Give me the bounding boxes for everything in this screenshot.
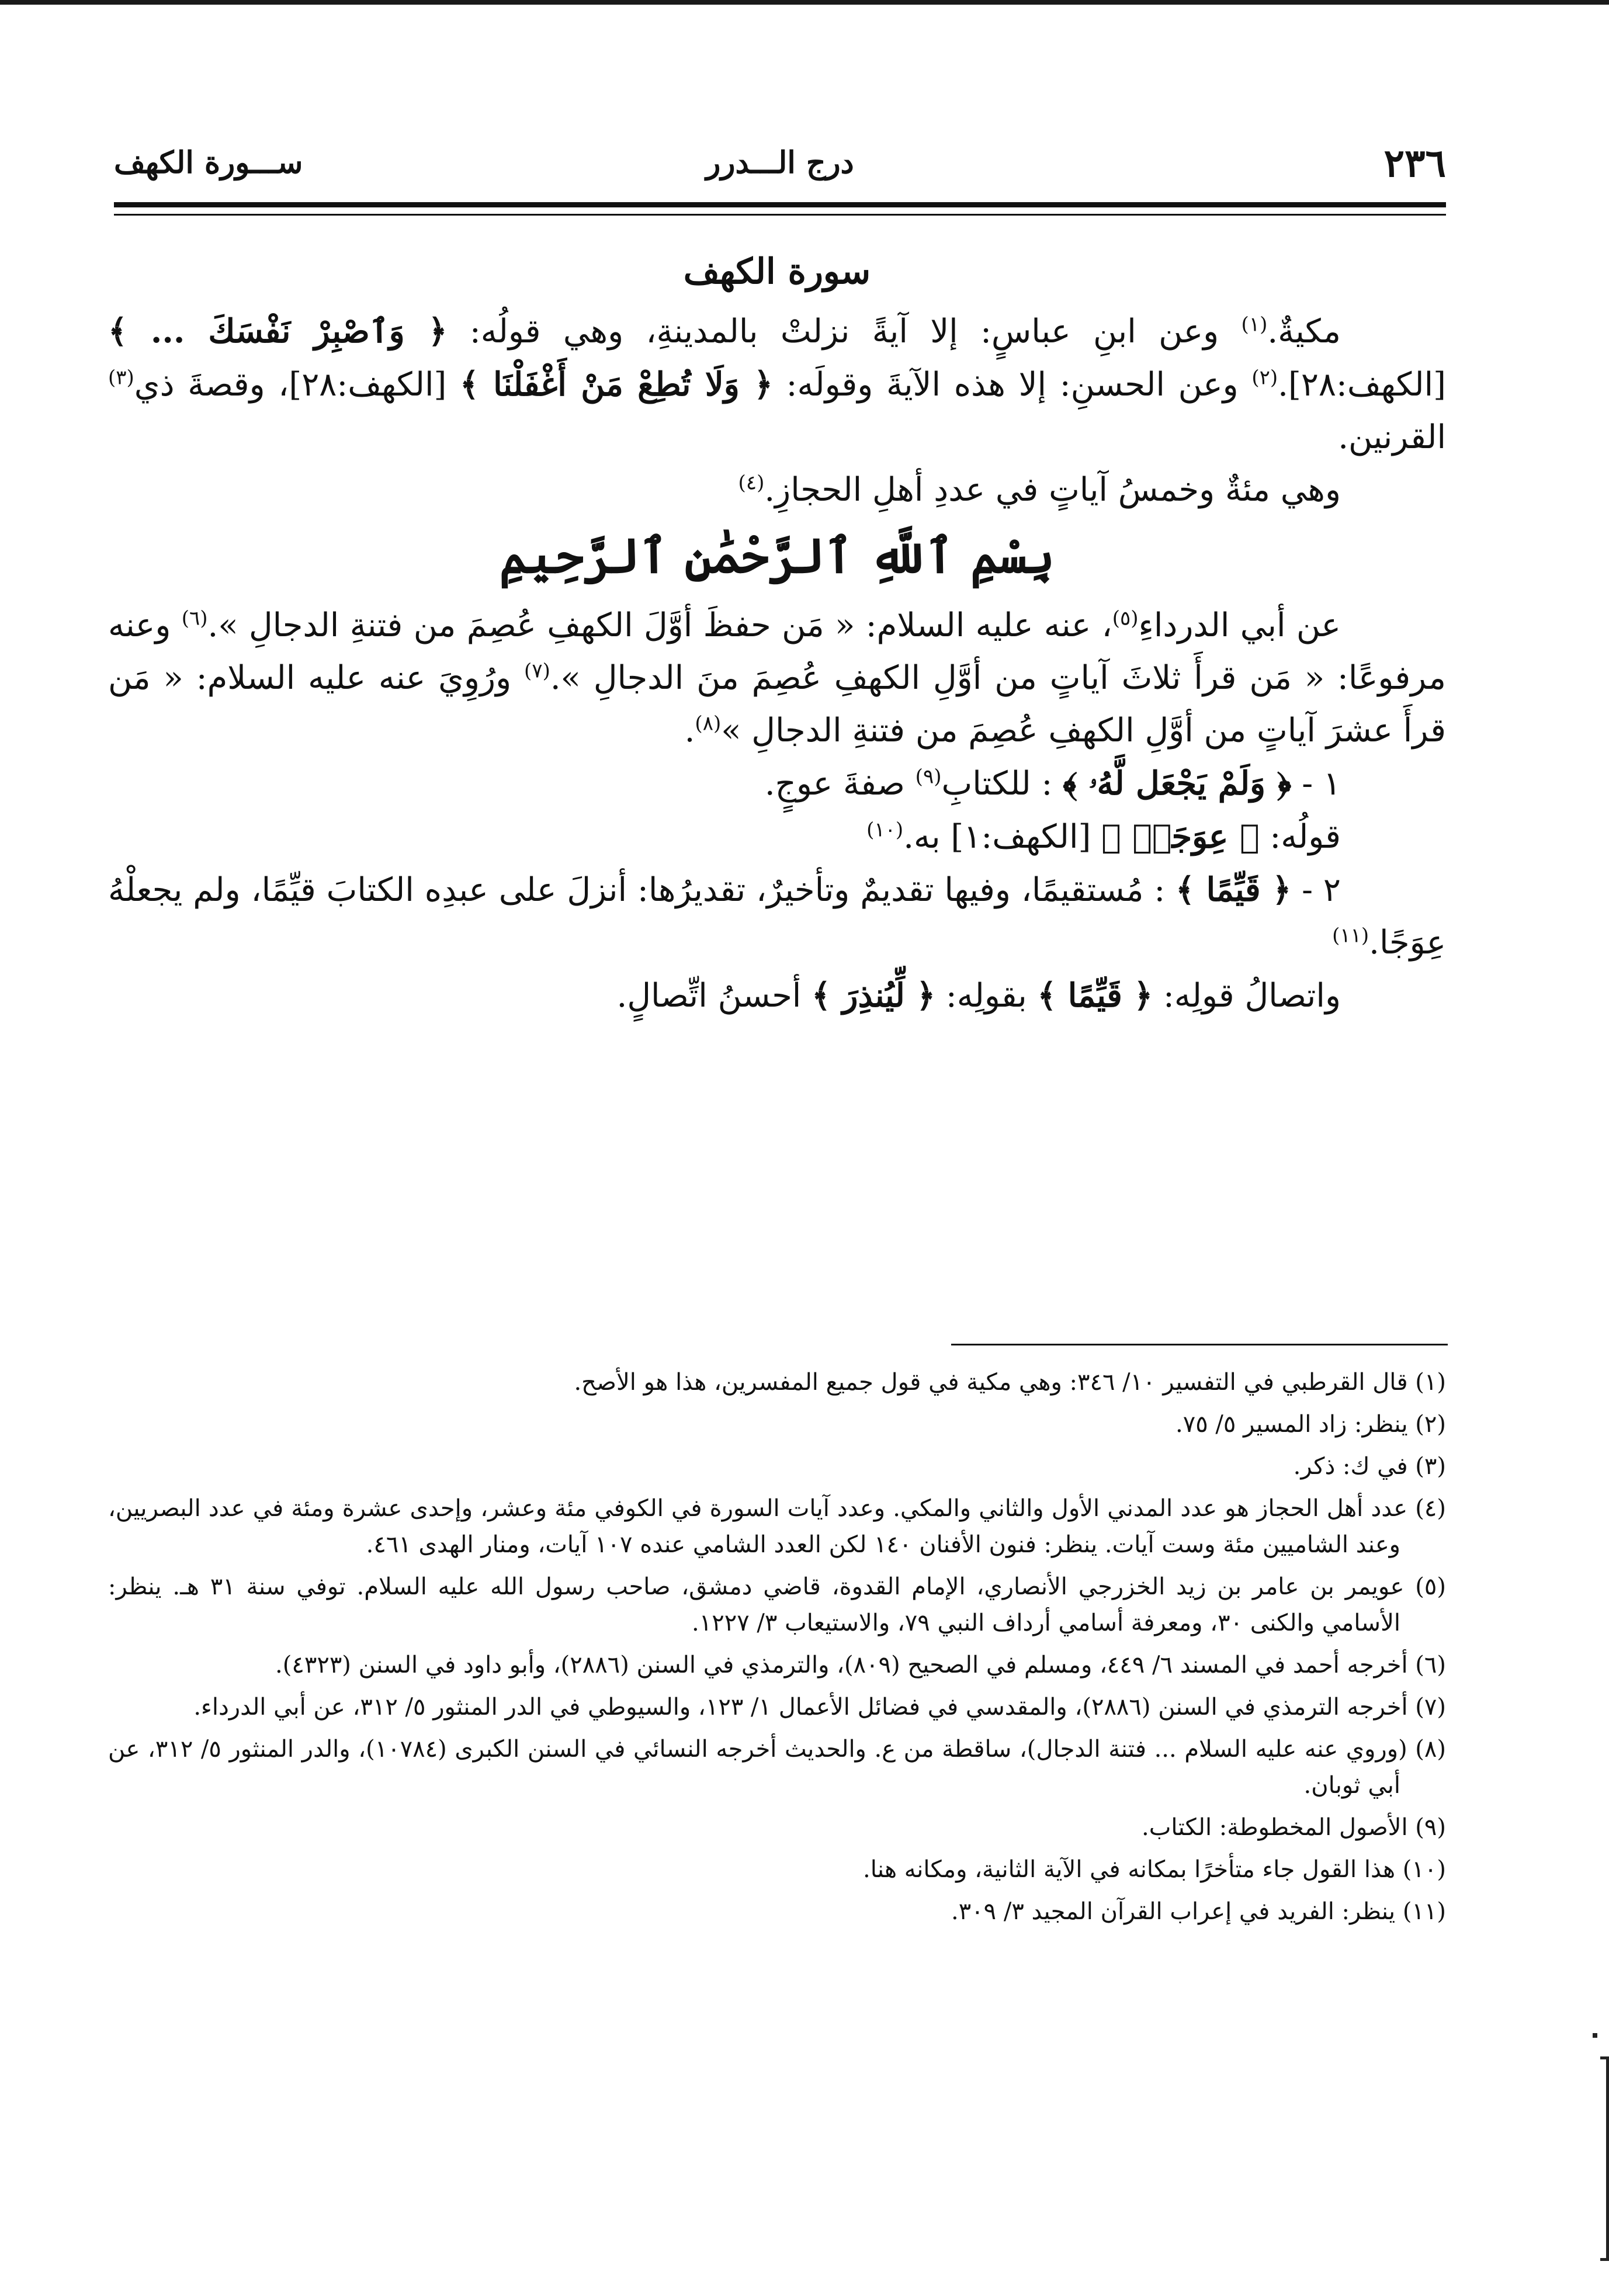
footnote: (١٠) هذا القول جاء متأخرًا بمكانه في الآية الثانية، ومكانه هنا. bbox=[863, 1856, 1446, 1883]
footnote-ref: (٧) bbox=[524, 659, 550, 683]
text-run: وهي مئةٌ وخمسُ آياتٍ في عددِ أهلِ الحجازِ. bbox=[764, 471, 1341, 509]
text-run: وعن الحسنِ: إلا هذه الآيةَ وقولَه: bbox=[772, 366, 1252, 404]
verse-2-commentary bbox=[108, 863, 1446, 969]
top-edge-rule bbox=[0, 0, 1609, 5]
basmala: بِسْمِ ٱللَّهِ ٱلرَّحْمَٰنِ ٱلرَّحِيمِ bbox=[499, 528, 1055, 584]
intro-paragraph bbox=[108, 305, 1446, 464]
text-run: بقولِه: bbox=[935, 977, 1038, 1015]
verse-1-commentary bbox=[108, 757, 1446, 810]
text-run: [الكهف:٢٨]. bbox=[1278, 366, 1447, 404]
footnote: (٣) في ك: ذكر. bbox=[1293, 1453, 1446, 1480]
quran-quote: ﴿ قَيِّمًا ﴾ bbox=[1037, 976, 1153, 1015]
text-run: صفةَ عوجٍ. bbox=[764, 765, 916, 803]
quran-quote: ﴿ عِوَجَاۜ ﴾ bbox=[1101, 817, 1260, 856]
text-run: ورُوِيَ عنه عليه السلام: « مَن قرأَ عشرَ آياتٍ من أوَّلِ الكهفِ عُصِمَ من فتنةِ الدجالِ » bbox=[108, 659, 1446, 750]
quran-quote: ﴿ وَٱصْبِرْ نَفْسَكَ ... ﴾ bbox=[108, 312, 448, 351]
text-run: [الكهف:١] به. bbox=[903, 818, 1102, 856]
footnote: (٢) ينظر: زاد المسير ٥/ ٧٥. bbox=[1175, 1411, 1446, 1438]
text-run: : مُستقيمًا، وفيها تقديمٌ وتأخيرٌ، تقديرُها: أنزلَ على عبدِه الكتابَ قيِّمًا، ولم يجعلْهُ عِوَجًا. bbox=[108, 871, 1446, 962]
verse-2-note bbox=[108, 969, 1446, 1022]
text-run: وعنه مرفوعًا: « مَن قرأَ ثلاثَ آياتٍ من أوَّلِ الكهفِ عُصِمَ منَ الدجالِ ». bbox=[108, 606, 1446, 697]
quran-quote: ﴿ وَلَا تُطِعْ مَنْ أَغْفَلْنَا ﴾ bbox=[460, 365, 773, 404]
book-title: درج الـــدرر bbox=[706, 145, 854, 181]
text-run: . bbox=[684, 712, 695, 750]
footnote: (٧) أخرجه الترمذي في السنن (٢٨٨٦)، والمقدسي في فضائل الأعمال ١/ ١٢٣، والسيوطي في الدر المنثور ٥/ ٣١٢، عن أبي الدرداء. bbox=[193, 1694, 1446, 1721]
header-rule-thick bbox=[114, 202, 1446, 207]
verse-1-note bbox=[108, 810, 1446, 863]
text-run: : للكتابِ bbox=[941, 765, 1063, 803]
binding-bracket bbox=[1600, 2056, 1609, 2261]
footnote-ref: (١٠) bbox=[866, 818, 904, 842]
page-number: ٢٣٦ bbox=[1383, 140, 1446, 186]
footnote: (٩) الأصول المخطوطة: الكتاب. bbox=[1142, 1814, 1446, 1841]
footnote-ref: (٤) bbox=[738, 471, 765, 495]
footnote: (٦) أخرجه أحمد في المسند ٦/ ٤٤٩، ومسلم في الصحيح (٨٠٩)، والترمذي في السنن (٢٨٨٦)، وأبو داود في السنن (٤٣٢٣). bbox=[275, 1652, 1446, 1678]
text-run: أحسنُ اتِّصالٍ. bbox=[616, 977, 812, 1015]
running-header bbox=[114, 140, 1446, 193]
footnote-ref: (١١) bbox=[1332, 924, 1369, 948]
footnote-ref: (١) bbox=[1241, 313, 1268, 337]
footnote: (٨) (وروي عنه عليه السلام ... فتنة الدجال)، ساقطة من ع. والحديث أخرجه النسائي في السنن الكبرى (١٠٧٨٤)، والدر المنثور ٥/ ٣١٢، عن أبي ثوبان. bbox=[108, 1736, 1446, 1799]
footnote-separator bbox=[951, 1344, 1448, 1345]
verse-number: ١ - bbox=[1291, 765, 1341, 803]
text-run: عن أبي الدرداءِ bbox=[1138, 606, 1341, 644]
verse-count-paragraph bbox=[108, 464, 1446, 516]
verse-number: ٢ - bbox=[1291, 871, 1341, 909]
text-run: ، عنه عليه السلام: « مَن حفظَ أوَّلَ الكهفِ عُصِمَ من فتنةِ الدجالِ ». bbox=[207, 606, 1112, 644]
footnote: (٤) عدد أهل الحجاز هو عدد المدني الأول والثاني والمكي. وعدد آيات السورة في الكوفي مئة وعشر، وإحدى عشرة ومئة في عدد البصريين، وعند الشاميين مئة وست آيات. ينظر: فنون الأفنان ١٤٠ لكن العدد الشامي عنده ١٠٧ آيات، ومنار الهدى ٤٦١. bbox=[108, 1495, 1446, 1558]
text-run: واتصالُ قولِه: bbox=[1153, 977, 1341, 1015]
text-run: وعن ابنِ عباسٍ: إلا آيةً نزلتْ بالمدينةِ، وهي قولُه: bbox=[447, 313, 1242, 351]
footnote-ref: (٢) bbox=[1251, 366, 1278, 390]
footnote-ref: (٨) bbox=[695, 712, 722, 736]
footnote: (١١) ينظر: الفريد في إعراب القرآن المجيد ٣/ ٣٠٩. bbox=[951, 1898, 1446, 1925]
quran-quote: ﴿ وَلَمْ يَجْعَل لَّهُۥ ﴾ bbox=[1063, 764, 1292, 803]
footnote-ref: (٩) bbox=[915, 765, 942, 789]
chapter-title: ســـورة الكهف bbox=[114, 145, 303, 181]
footnotes bbox=[108, 1364, 1446, 1936]
text-run: قولُه: bbox=[1259, 818, 1341, 856]
main-text bbox=[108, 245, 1446, 1022]
footnote-ref: (٥) bbox=[1112, 606, 1139, 630]
footnote: (١) قال القرطبي في التفسير ١٠/ ٣٤٦: وهي مكية في قول جميع المفسرين، هذا هو الأصح. bbox=[574, 1369, 1446, 1396]
quran-quote: ﴿ لِّيُنذِرَ ﴾ bbox=[812, 976, 936, 1015]
footnote: (٥) عويمر بن عامر بن زيد الخزرجي الأنصاري، الإمام القدوة، قاضي دمشق، صاحب رسول الله عليه السلام. توفي سنة ٣١ هـ. ينظر: الأسامي والكنى ٣٠، ومعرفة أسامي أرداف النبي ٧٩، والاستيعاب ٣/ ١٢٢٧. bbox=[108, 1573, 1446, 1636]
footnote-ref: (٣) bbox=[108, 366, 134, 390]
hadith-paragraph bbox=[108, 599, 1446, 757]
quran-quote: ﴿ قَيِّمًا ﴾ bbox=[1175, 870, 1292, 909]
text-run: القرنين. bbox=[1338, 418, 1446, 456]
footnote-ref: (٦) bbox=[181, 606, 208, 630]
text-run: مكيةٌ. bbox=[1267, 313, 1341, 351]
surah-title: سورة الكهف bbox=[683, 251, 871, 292]
scan-mark bbox=[1593, 2033, 1597, 2038]
text-run: [الكهف:٢٨]، وقصةَ ذي bbox=[134, 366, 460, 404]
header-rule-thin bbox=[114, 214, 1446, 216]
